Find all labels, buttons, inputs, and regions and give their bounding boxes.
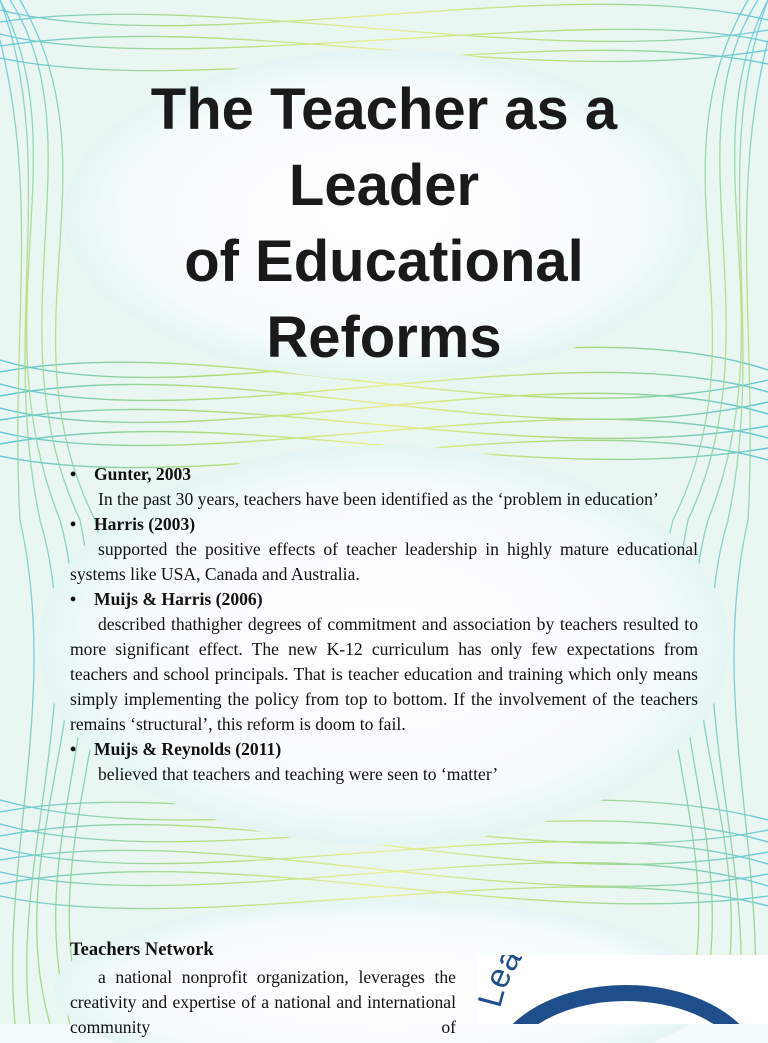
reference-item <box>70 512 698 587</box>
reference-author-text: Muijs & Harris (2006) <box>94 589 263 609</box>
teachers-network-section <box>70 938 456 1043</box>
reference-author <box>70 512 698 537</box>
references-list <box>70 462 698 787</box>
section-heading: Teachers Network <box>70 940 214 960</box>
logo-emblem-icon <box>478 955 768 1024</box>
title-line: of Educational <box>184 229 584 294</box>
title-line: The Teacher as a <box>150 77 618 142</box>
reference-text: believed that teachers and teaching were seen to ‘matter’ <box>98 764 499 784</box>
reference-author <box>70 587 698 612</box>
reference-author-text: Harris (2003) <box>94 514 196 534</box>
reference-item <box>70 462 698 512</box>
reference-text: supported the positive effects of teacher leadership in highly mature educational systems like USA, Canada and Australia. <box>70 539 698 584</box>
bullet-icon: • <box>70 464 77 484</box>
reference-item <box>70 737 698 787</box>
reference-item <box>70 587 698 737</box>
reference-text: described thathigher degrees of commitment and association by teachers resulted to more significant effect. The new K-12 curriculum has only few expectations from teachers and school principals. That is teacher education and training which only means simply implementing the policy from top to bottom. If the involvement of the teachers remains ‘structural’, this reform is doom to fail. <box>70 614 698 734</box>
title-line: Reforms <box>266 305 502 370</box>
logo-text: ea <box>478 955 530 994</box>
reference-author-text: Gunter, 2003 <box>94 464 192 484</box>
bullet-icon: • <box>70 739 77 759</box>
bullet-icon: • <box>70 514 77 534</box>
reference-author <box>70 462 698 487</box>
title-line: Leader <box>288 153 480 218</box>
reference-text: In the past 30 years, teachers have been identified as the ‘problem in education’ <box>98 489 659 509</box>
learning-teachers-logo <box>478 955 768 1024</box>
reference-author-text: Muijs & Reynolds (2011) <box>94 739 282 759</box>
bullet-icon: • <box>70 589 77 609</box>
slide-title <box>0 72 768 376</box>
reference-author <box>70 737 698 762</box>
section-text: a national nonprofit organization, leverages the creativity and expertise of a national and international community of <box>70 967 456 1037</box>
